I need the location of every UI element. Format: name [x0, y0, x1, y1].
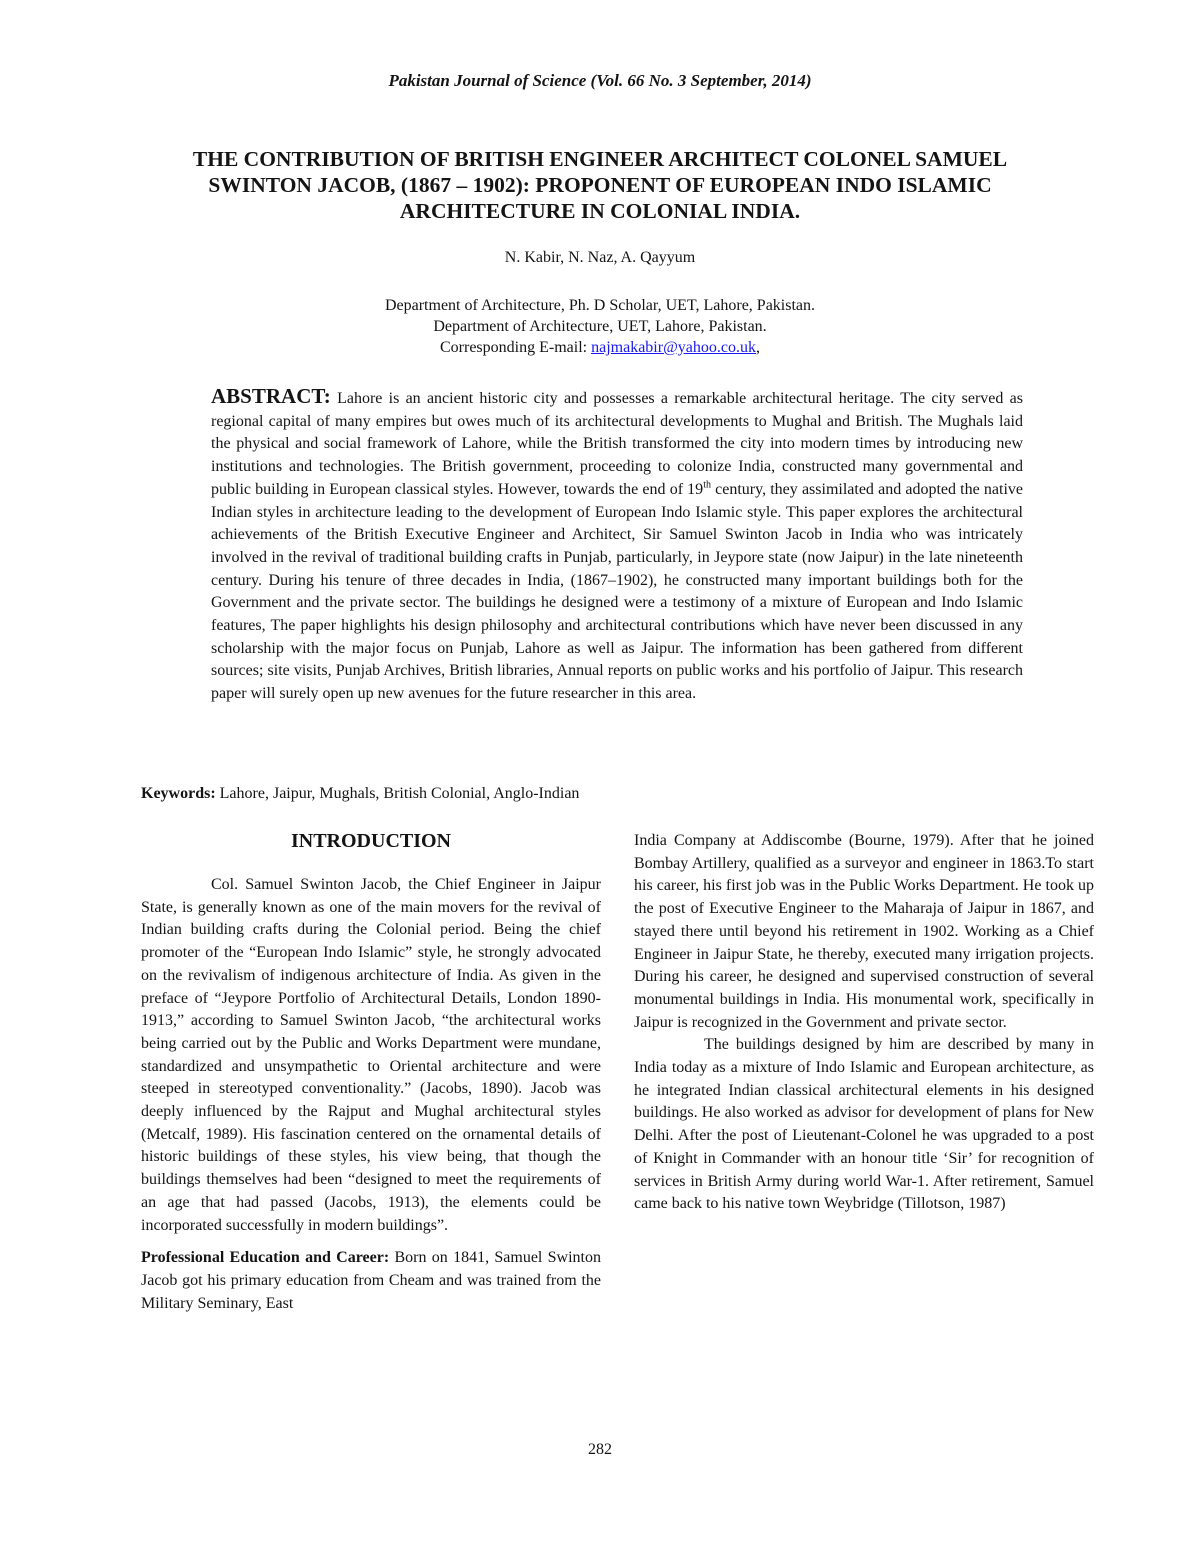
affiliation-line-2: Department of Architecture, UET, Lahore, Pakistan.	[433, 318, 767, 335]
abstract-superscript: th	[703, 479, 711, 491]
email-link[interactable]: najmakabir@yahoo.co.uk	[591, 339, 756, 356]
paper-title: THE CONTRIBUTION OF BRITISH ENGINEER ARCHITECT COLONEL SAMUEL SWINTON JACOB, (1867 – 1902): PROPONENT OF EUROPEAN INDO ISLAMIC ARCHITECTURE IN COLONIAL INDIA.	[192, 147, 1008, 223]
career-paragraph	[141, 1247, 601, 1315]
intro-paragraph-1: Col. Samuel Swinton Jacob, the Chief Engineer in Jaipur State, is generally known as one of the main movers for the revival of Indian building crafts during the Colonial period. Being the chief promoter of the “European Indo Islamic” style, he strongly advocated on the revivalism of indigenous architecture of India. As given in the preface of “Jeypore Portfolio of Architectural Details, London 1890-1913,” according to Samuel Swinton Jacob, “the architectural works being carried out by the Public and Works Department were mundane, standardized and unsympathetic to Oriental architecture and were steeped in stereotyped conventionality.” (Jacobs, 1890). Jacob was deeply influenced by the Rajput and Mughal architectural styles (Metcalf, 1989). His fascination centered on the ornamental details of historic buildings of these styles, his view being, that though the buildings themselves had been “designed to meet the requirements of an age that had passed (Jacobs, 1913), the elements could be incorporated successfully in modern buildings”.	[141, 876, 601, 1234]
affiliations	[0, 295, 1200, 358]
abstract-text-1: Lahore is an ancient historic city and possesses a remarkable architectural heritage. The city served as regional capital of many empires but owes much of its architectural developments to Mughal and British. The Mughals laid the physical and social framework of Lahore, while the British transformed the city into modern times by introducing new institutions and technologies. The British government, proceeding to colonize India, constructed many governmental and public building in European classical styles. However, towards the end of 19	[211, 390, 1023, 498]
page-number: 282	[588, 1441, 612, 1458]
keywords-label: Keywords:	[141, 785, 216, 802]
career-subheading: Professional Education and Career:	[141, 1249, 390, 1267]
career-text-right: India Company at Addiscombe (Bourne, 1979). After that he joined Bombay Artillery, qualified as a surveyor and engineer in 1863.To start his career, his first job was in the Public Works Department. He took up the post of Executive Engineer to the Maharaja of Jaipur in 1867, and stayed there until beyond his retirement in 1902. Working as a Chief Engineer in Jaipur State, he thereby, executed many irrigation projects. During his career, he designed and supervised construction of several monumental buildings in India. His monumental work, specifically in Jaipur is recognized in the Government and private sector.	[634, 832, 1094, 1031]
affiliation-line-1: Department of Architecture, Ph. D Scholar, UET, Lahore, Pakistan.	[384, 297, 816, 314]
journal-header: Pakistan Journal of Science (Vol. 66 No. 3 September, 2014)	[388, 71, 812, 90]
introduction-heading: INTRODUCTION	[290, 830, 452, 852]
author-list: N. Kabir, N. Naz, A. Qayyum	[504, 249, 696, 266]
abstract	[211, 385, 1023, 706]
email-suffix: ,	[756, 339, 760, 356]
keywords-text: Lahore, Jaipur, Mughals, British Colonial, Anglo-Indian	[215, 785, 580, 802]
corresponding-email-line	[0, 337, 1200, 358]
keywords	[141, 785, 1041, 803]
left-column	[141, 828, 601, 1315]
abstract-heading: ABSTRACT:	[211, 384, 331, 408]
right-column	[634, 830, 1094, 1216]
email-prefix: Corresponding E-mail:	[440, 339, 592, 356]
abstract-text-2: century, they assimilated and adopted the native Indian styles in architecture leading to the development of European Indo Islamic style. This paper explores the architectural achievements of the British Executive Engineer and Architect, Sir Samuel Swinton Jacob in India who was intricately involved in the revival of traditional building crafts in Punjab, particularly, in Jeypore state (now Jaipur) in the late nineteenth century. During his tenure of three decades in India, (1867–1902), he constructed many important buildings both for the Government and the private sector. The buildings he designed were a testimony of a mixture of European and Indo Islamic features, The paper highlights his design philosophy and architectural contributions which have never been discussed in any scholarship with the major focus on Punjab, Lahore as well as Jaipur. The information has been gathered from different sources; site visits, Punjab Archives, British libraries, Annual reports on public works and his portfolio of Jaipur. This research paper will surely open up new avenues for the future researcher in this area.	[211, 480, 1023, 703]
intro-paragraph-3: The buildings designed by him are described by many in India today as a mixture of Indo Islamic and European architecture, as he integrated Indian classical architectural elements in his designed buildings. He also worked as advisor for development of plans for New Delhi. After the post of Lieutenant-Colonel he was upgraded to a post of Knight in Commander with an honour title ‘Sir’ for recognition of services in British Army during world War-1. After retirement, Samuel came back to his native town Weybridge (Tillotson, 1987)	[634, 1036, 1094, 1213]
career-text-left: Born on 1841, Samuel Swinton Jacob got his primary education from Cheam and was trained from the Military Seminary, East	[141, 1249, 601, 1312]
